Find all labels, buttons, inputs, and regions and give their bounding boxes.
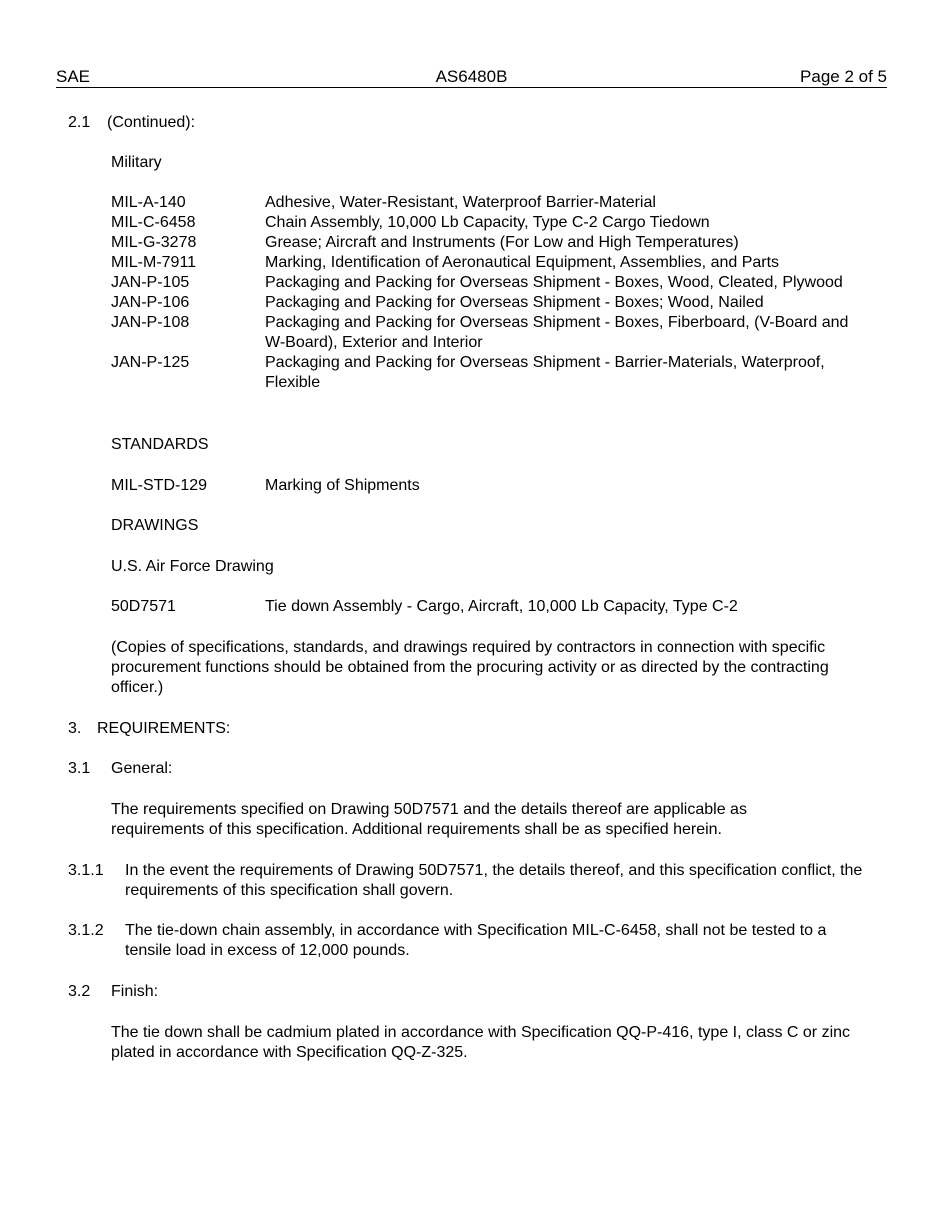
- copies-note: (Copies of specifications, standards, and drawings required by contractors in connection with specific procurement functions should be obtained from the procuring activity or as directed by the contracting officer.): [111, 639, 829, 696]
- spec-row: [111, 253, 871, 273]
- spec-title: Packaging and Packing for Overseas Shipment - Boxes, Fiberboard, (V-Board and W-Board), Exterior and Interior: [265, 314, 849, 351]
- standard-code: MIL-STD-129: [111, 477, 208, 494]
- section-2-1-title: (Continued):: [107, 114, 196, 131]
- spec-row: [111, 273, 871, 293]
- military-heading: Military: [111, 154, 162, 171]
- spec-title: Packaging and Packing for Overseas Shipment - Boxes, Wood, Cleated, Plywood: [265, 274, 843, 291]
- section-2-1-number: 2.1: [68, 114, 91, 131]
- spec-code: MIL-A-140: [111, 194, 186, 211]
- spec-row: [111, 213, 871, 233]
- spec-code: JAN-P-108: [111, 314, 190, 331]
- spec-code: MIL-M-7911: [111, 254, 197, 271]
- section-3-1-number: 3.1: [68, 760, 91, 777]
- section-3-1-2-body: The tie-down chain assembly, in accordance with Specification MIL-C-6458, shall not be tested to a tensile load in excess of 12,000 pounds.: [125, 922, 827, 959]
- section-3-2-body: The tie down shall be cadmium plated in accordance with Specification QQ-P-416, type I, class C or zinc plated in accordance with Specification QQ-Z-325.: [111, 1024, 851, 1061]
- spec-title: Grease; Aircraft and Instruments (For Low and High Temperatures): [265, 234, 739, 251]
- standard-title: Marking of Shipments: [265, 477, 420, 494]
- header-org: SAE: [56, 67, 91, 86]
- spec-title: Marking, Identification of Aeronautical Equipment, Assemblies, and Parts: [265, 254, 780, 271]
- drawing-code: 50D7571: [111, 598, 176, 615]
- section-3-1-1-number: 3.1.1: [68, 862, 104, 879]
- section-3-1-2-number: 3.1.2: [68, 922, 104, 939]
- spec-title: Packaging and Packing for Overseas Shipment - Barrier-Materials, Waterproof, Flexible: [265, 354, 825, 391]
- spec-code: MIL-C-6458: [111, 214, 196, 231]
- section-3-number: 3.: [68, 720, 82, 737]
- section-3-2-number: 3.2: [68, 983, 91, 1000]
- section-3-2-title: Finish:: [111, 983, 159, 1000]
- spec-code: JAN-P-106: [111, 294, 190, 311]
- header-doc-number: AS6480B: [435, 67, 508, 86]
- header-page-number: Page 2 of 5: [800, 67, 887, 86]
- spec-row: [111, 193, 871, 213]
- military-spec-list: [111, 193, 871, 393]
- spec-title: Chain Assembly, 10,000 Lb Capacity, Type C-2 Cargo Tiedown: [265, 214, 710, 231]
- spec-title: Adhesive, Water-Resistant, Waterproof Barrier-Material: [265, 194, 656, 211]
- spec-code: JAN-P-125: [111, 354, 190, 371]
- section-3-1-title: General:: [111, 760, 173, 777]
- spec-row: [111, 233, 871, 253]
- spec-row: [111, 293, 871, 313]
- spec-title: Packaging and Packing for Overseas Shipment - Boxes; Wood, Nailed: [265, 294, 764, 311]
- section-3-1-body: The requirements specified on Drawing 50D7571 and the details thereof are applicable as requirements of this specification. Additional requirements shall be as specified herein.: [111, 801, 747, 838]
- spec-row: [111, 313, 871, 353]
- section-3-1-1-body: In the event the requirements of Drawing 50D7571, the details thereof, and this specification conflict, the requirements of this specification shall govern.: [125, 862, 863, 899]
- spec-row: [111, 353, 871, 393]
- drawings-heading: DRAWINGS: [111, 517, 199, 534]
- standards-heading: STANDARDS: [111, 436, 209, 453]
- section-3-title: REQUIREMENTS:: [97, 720, 231, 737]
- spec-code: JAN-P-105: [111, 274, 190, 291]
- spec-code: MIL-G-3278: [111, 234, 197, 251]
- drawing-source: U.S. Air Force Drawing: [111, 558, 274, 575]
- page-header: [56, 67, 887, 88]
- drawing-title: Tie down Assembly - Cargo, Aircraft, 10,000 Lb Capacity, Type C-2: [265, 598, 738, 615]
